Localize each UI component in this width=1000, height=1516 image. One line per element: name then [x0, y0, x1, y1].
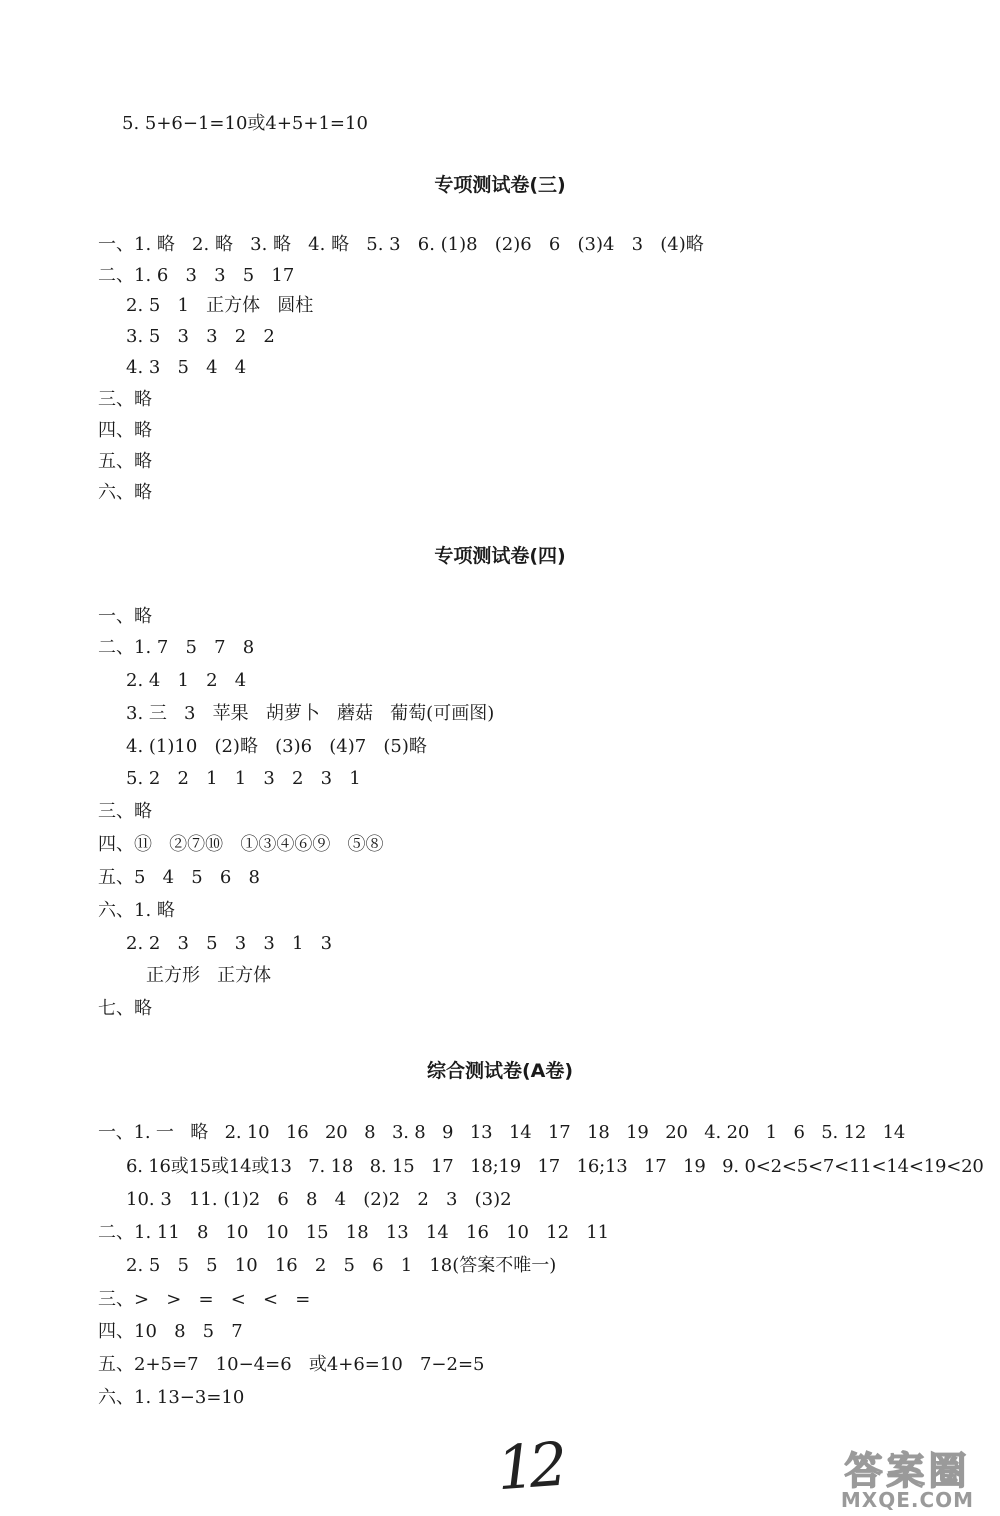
- answer-line: 5. 2 2 1 1 3 2 3 1: [126, 768, 361, 789]
- answer-line: 一、略: [98, 606, 152, 627]
- answer-line: 四、10 8 5 7: [98, 1321, 243, 1342]
- page-number: 12: [494, 1429, 564, 1505]
- answer-line: 4. 3 5 4 4: [126, 357, 247, 378]
- section-title: 专项测试卷(四): [434, 545, 566, 567]
- answer-line: 5. 5+6−1=10或4+5+1=10: [122, 113, 368, 134]
- answer-line: 3. 三 3 苹果 胡萝卜 蘑菇 葡萄(可画图): [126, 703, 495, 724]
- answer-line: 三、略: [98, 801, 152, 822]
- answer-line: 2. 4 1 2 4: [126, 670, 247, 691]
- answer-line: 4. (1)10 (2)略 (3)6 (4)7 (5)略: [126, 736, 427, 757]
- answer-line: 10. 3 11. (1)2 6 8 4 (2)2 2 3 (3)2: [126, 1189, 512, 1210]
- answer-line: 2. 5 5 5 10 16 2 5 6 1 18(答案不唯一): [126, 1255, 557, 1276]
- section-title: 专项测试卷(三): [434, 174, 566, 196]
- answer-line: 二、1. 6 3 3 5 17: [98, 265, 295, 286]
- watermark-url: MXQE.COM: [840, 1488, 975, 1512]
- answer-line: 二、1. 11 8 10 10 15 18 13 14 16 10 12 11: [98, 1222, 610, 1243]
- watermark-title: 答案圈: [844, 1449, 971, 1493]
- answer-line: 一、1. 一 略 2. 10 16 20 8 3. 8 9 13 14 17 18 19 20 4. 20 1 6 5. 12 14: [98, 1122, 906, 1143]
- answer-line: 2. 5 1 正方体 圆柱: [126, 295, 314, 316]
- answer-line: 五、2+5=7 10−4=6 或4+6=10 7−2=5: [98, 1354, 485, 1375]
- answer-line: 四、⑪ ②⑦⑩ ①③④⑥⑨ ⑤⑧: [98, 834, 384, 855]
- answer-line: 一、1. 略 2. 略 3. 略 4. 略 5. 3 6. (1)8 (2)6 6 (3)4 3 (4)略: [98, 234, 704, 255]
- answer-line: 四、略: [98, 420, 152, 441]
- answer-line: 六、略: [98, 482, 152, 503]
- answer-line: 3. 5 3 3 2 2: [126, 326, 275, 347]
- answer-line: 二、1. 7 5 7 8: [98, 637, 255, 658]
- answer-line: 六、1. 13−3=10: [98, 1387, 245, 1408]
- answer-line: 三、略: [98, 389, 152, 410]
- answer-line: 七、略: [98, 998, 152, 1019]
- answer-line: 六、1. 略: [98, 900, 175, 921]
- section-title: 综合测试卷(A卷): [426, 1060, 574, 1082]
- answer-line: 6. 16或15或14或13 7. 18 8. 15 17 18;19 17 16;13 17 19 9. 0<2<5<7<11<14<19<20: [126, 1156, 984, 1177]
- answer-line: 2. 2 3 5 3 3 1 3: [126, 933, 333, 954]
- answer-line: 三、> > = < < =: [98, 1289, 311, 1310]
- watermark-logo: [820, 1440, 995, 1512]
- answer-line: 五、略: [98, 451, 152, 472]
- answer-line: 正方形 正方体: [146, 965, 272, 986]
- answer-line: 五、5 4 5 6 8: [98, 867, 260, 888]
